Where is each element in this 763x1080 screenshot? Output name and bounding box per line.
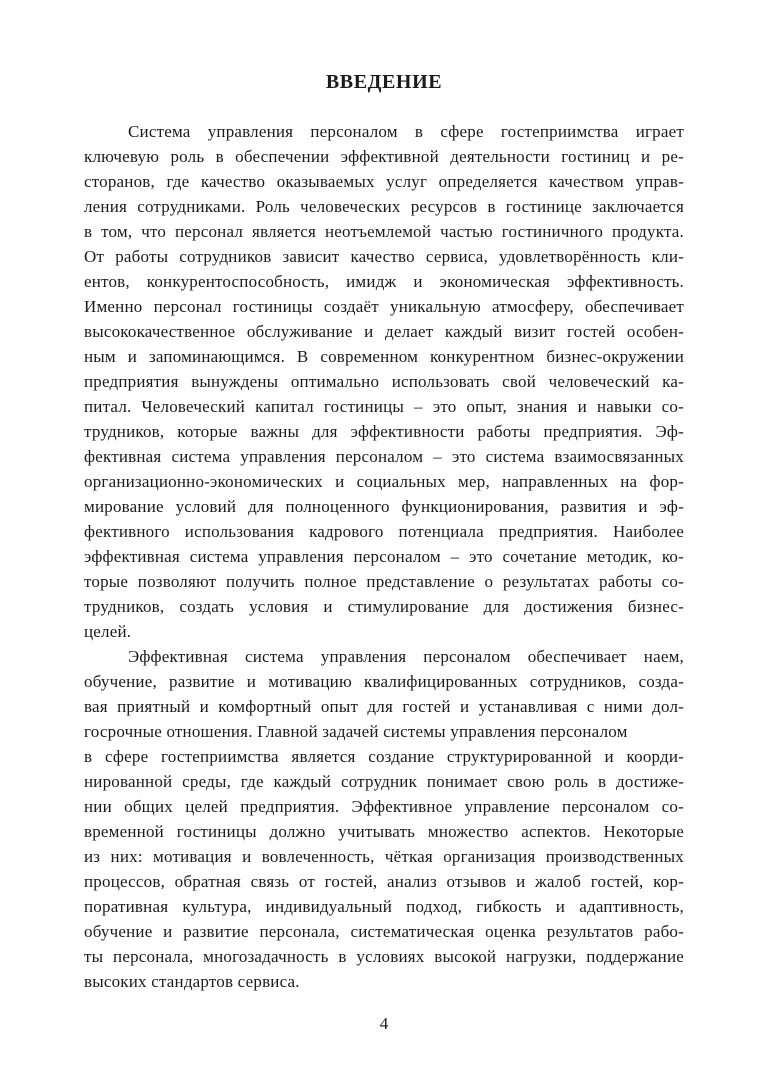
paragraph [84, 644, 684, 994]
text-line: ным и запоминающимся. В современном конкурентном бизнес-окружении [84, 347, 684, 366]
text-line: обучение, развитие и мотивацию квалифицированных сотрудников, созда- [84, 672, 684, 691]
text-line: нированной среды, где каждый сотрудник понимает свою роль в достиже- [84, 772, 684, 791]
text-line: сторанов, где качество оказываемых услуг определяется качеством управ- [84, 172, 684, 191]
text-line: процессов, обратная связь от гостей, анализ отзывов и жалоб гостей, кор- [84, 872, 684, 891]
text-line: питал. Человеческий капитал гостиницы – это опыт, знания и навыки со- [84, 397, 684, 416]
text-line: Именно персонал гостиницы создаёт уникальную атмосферу, обеспечивает [84, 297, 684, 316]
section-title: ВВЕДЕНИЕ [325, 71, 443, 93]
paragraph [84, 119, 684, 644]
text-line: поративная культура, индивидуальный подход, гибкость и адаптивность, [84, 897, 684, 916]
text-line: ления сотрудниками. Роль человеческих ресурсов в гостинице заключается [84, 197, 684, 216]
text-line: Система управления персоналом в сфере гостеприимства играет [128, 122, 684, 141]
text-line: госрочные отношения. Главной задачей системы управления персоналом [84, 722, 628, 741]
text-line: ключевую роль в обеспечении эффективной деятельности гостиниц и ре- [84, 147, 684, 166]
text-line: из них: мотивация и вовлеченность, чёткая организация производственных [84, 847, 684, 866]
text-line: фективного использования кадрового потенциала предприятия. Наиболее [84, 522, 684, 541]
text-line: трудников, создать условия и стимулирование для достижения бизнес- [84, 597, 684, 616]
text-line: нии общих целей предприятия. Эффективное управление персоналом со- [84, 797, 684, 816]
text-line: От работы сотрудников зависит качество сервиса, удовлетворённость кли- [84, 247, 684, 266]
text-line: трудников, которые важны для эффективности работы предприятия. Эф- [84, 422, 684, 441]
page-number: 4 [379, 1014, 389, 1033]
text-line: высоких стандартов сервиса. [84, 972, 300, 991]
text-line: организационно-экономических и социальных мер, направленных на фор- [84, 472, 684, 491]
text-line: мирование условий для полноценного функционирования, развития и эф- [84, 497, 684, 516]
text-line: предприятия вынуждены оптимально использовать свой человеческий ка- [84, 372, 684, 391]
text-line: в сфере гостеприимства является создание структурированной и коорди- [84, 747, 684, 766]
text-line: целей. [84, 622, 132, 641]
text-line: эффективная система управления персоналом – это сочетание методик, ко- [84, 547, 684, 566]
text-line: торые позволяют получить полное представление о результатах работы со- [84, 572, 684, 591]
text-line: фективная система управления персоналом – это система взаимосвязанных [84, 447, 684, 466]
text-line: обучение и развитие персонала, систематическая оценка результатов рабо- [84, 922, 684, 941]
text-line: временной гостиницы должно учитывать множество аспектов. Некоторые [84, 822, 684, 841]
text-line: ты персонала, многозадачность в условиях высокой нагрузки, поддержание [84, 947, 684, 966]
text-line: в том, что персонал является неотъемлемой частью гостиничного продукта. [84, 222, 684, 241]
text-line: высококачественное обслуживание и делает каждый визит гостей особен- [84, 322, 684, 341]
text-line: Эффективная система управления персоналом обеспечивает наем, [128, 647, 684, 666]
text-line: ентов, конкурентоспособность, имидж и экономическая эффективность. [84, 272, 684, 291]
text-line: вая приятный и комфортный опыт для гостей и устанавливая с ними дол- [84, 697, 684, 716]
page-body [84, 119, 684, 994]
